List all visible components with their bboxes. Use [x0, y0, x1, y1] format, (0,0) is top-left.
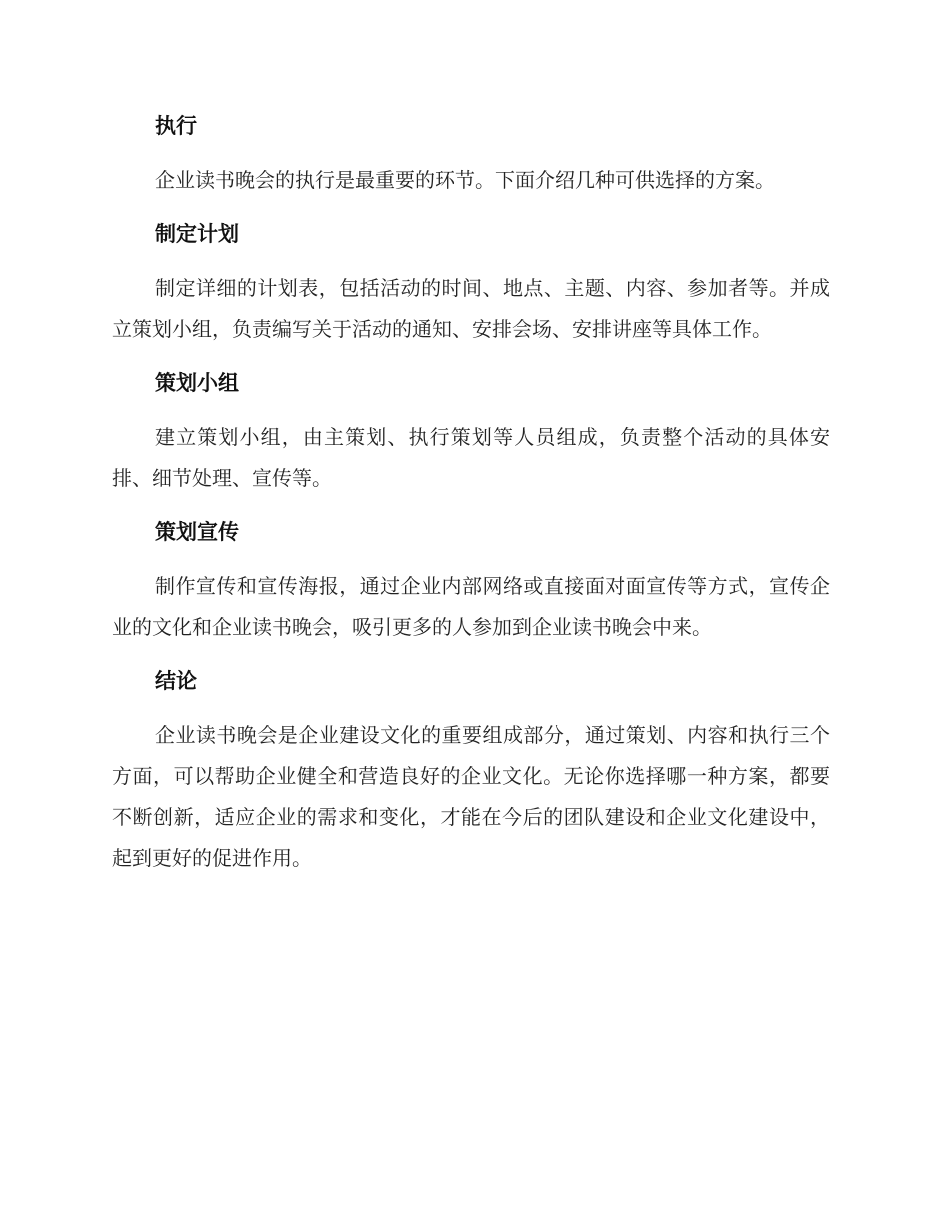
- section-paragraph-conclusion: 企业读书晚会是企业建设文化的重要组成部分，通过策划、内容和执行三个方面，可以帮助企业健全和营造良好的企业文化。无论你选择哪一种方案，都要不断创新，适应企业的需求和变化，才能在今后的团队建设和企业文化建设中，起到更好的促进作用。: [112, 723, 830, 870]
- section-heading-make-plan: 制定计划: [155, 222, 239, 246]
- section-heading-conclusion: 结论: [155, 669, 197, 693]
- section-heading-planning-group: 策划小组: [155, 371, 239, 395]
- section-paragraph-execution: 企业读书晚会的执行是最重要的环节。下面介绍几种可供选择的方案。: [155, 168, 775, 192]
- section-paragraph-make-plan: 制定详细的计划表，包括活动的时间、地点、主题、内容、参加者等。并成立策划小组，负责编写关于活动的通知、安排会场、安排讲座等具体工作。: [112, 276, 830, 341]
- section-heading-execution: 执行: [155, 114, 197, 138]
- section-paragraph-publicity: 制作宣传和宣传海报，通过企业内部网络或直接面对面宣传等方式，宣传企业的文化和企业读书晚会，吸引更多的人参加到企业读书晚会中来。: [112, 574, 830, 639]
- section-heading-publicity: 策划宣传: [155, 520, 239, 544]
- section-paragraph-planning-group: 建立策划小组，由主策划、执行策划等人员组成，负责整个活动的具体安排、细节处理、宣传等。: [112, 425, 830, 490]
